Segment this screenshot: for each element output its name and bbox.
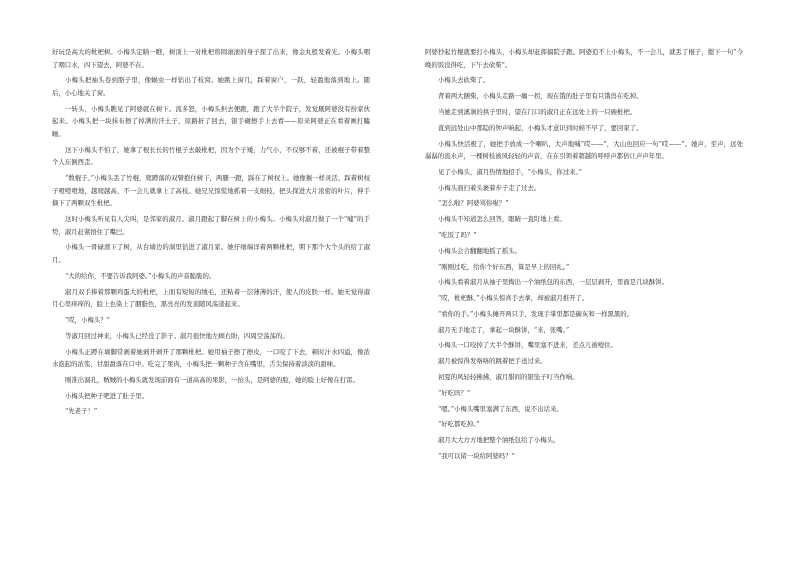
right-column-paragraph: 背着两大捆柴，小梅头走路一瘸一拐，现在饿的肚子里有只饿兽在吃掉。 [438,92,643,101]
right-column-paragraph: 小梅头面扫着头裹着步子走了过去。 [438,183,541,192]
right-column-paragraph: 淑月被惊得发咯咯的跳着把手送过来。 [438,357,547,366]
left-column-paragraph: 好玩是高大的枇杷树。小梅头定睛一瞧，树顶上一对枇杷将圆滚滚的身子探了出来，像金丸般发着光。小梅头咽了咽口水，四下望去，阿婆不在。 [52,48,370,69]
right-column-paragraph: 小梅头会合翻翻地摇了摇头。 [438,246,522,255]
right-column-paragraph: 淑月大大方方地把整个油纸包给了小梅头。 [438,436,560,445]
right-column-paragraph: “嗯。”小梅头嘴里塞满了东西，说不出话来。 [438,404,563,413]
right-column-paragraph: 淑月无手地走了，拿起一块酥饼，“来，张嘴。” [438,325,570,334]
left-column-paragraph: “数棍子。”小梅头丢了竹棍，爬蹲落的双臂抱住树干，两腿一蹬，踩在了树杈上。她像猴一样灵活，踩着树杈子噔噔噔地，越爬越高，不一会儿就拿上了高枝。她兄兄惊慌地抓着一支细枝，把头探进大片浓密的叶片，伸手摘下了两颗双生枇杷。 [52,174,370,208]
left-column-paragraph: 这时小梅头听见有人尖叫，是邻家的淑月。淑月蹬起了脚在树上的小梅头。小梅头对淑月做了一个“嘘”的手势，淑月赶紧捂住了嘴巴。 [52,215,370,236]
right-column-paragraph: “怎么啦？阿婆骂你啦？” [438,199,509,208]
left-column-paragraph: “哎，小梅头？” [65,315,110,324]
right-column-paragraph: “我可以留一块给阿婆吗？” [438,451,515,460]
left-column-paragraph: 等淑月回过神来，小梅头已经没了影子。淑月很快地左顾右盼，四周空荡荡的。 [65,331,289,340]
right-column-paragraph: 小梅头快活极了，她把手放成一个喇叭，大声地喊“哎——”，大山也回应一句“哎——”。她声，至声，远处潺潺的流水声，一棵树枝被风轻轻的声音，在在引领着超越的呼呼声都倍让声声年里。 [425,139,743,161]
right-column-paragraph: 小梅头看着淑月从袖子里掏出一个油纸包的东西，一层层剥开，里面是几块酥饼。 [438,278,669,287]
right-column-paragraph: “好吃吗？” [438,388,471,397]
right-column-paragraph: “好吃都吃掉。” [438,420,480,429]
right-column-paragraph: 直到远处山中那隐的钟声响起，小梅头才意识到时候不早了，要回家了。 [438,123,643,132]
right-column-paragraph: “看你的手。”小梅头摊开两只手，发现手掌里都是碳灰和一样黑黑的。 [438,309,634,318]
right-column [425,46,743,466]
right-column-paragraph: “吃饭了吗？” [438,231,477,239]
right-column-paragraph: 初夏的风轻轻拂拂，淑月腊间的银坠子叮当作响。 [438,373,579,382]
left-column-paragraph: 刚准出洞孔，贼贼的小梅头就发现前面有一道高高的果影，一抬头，是阿婆的脸，她的脸上好像在打雷。 [65,375,359,384]
right-column-paragraph: “哎，枇杷酥。”小梅头惊喜手去拿，却被淑月推开了。 [438,294,589,303]
right-column-paragraph: 小梅头一口咬掉了大半个酥饼，嘴里塞不进来，差点儿被噎住。 [438,341,617,350]
right-column-paragraph: 阿婆抄起竹棍就要打小梅头，小梅头却赶挥搞院子跑。阿婆追不上小梅头，不一会儿，就丢了棍子，摁下一句“今晚的饭没得吃，下午去砍柴”。 [425,48,743,69]
left-column [52,46,370,421]
right-column-paragraph: “刚刚过吃，给你个好东西，算是早上的回礼。” [438,262,570,271]
left-column-paragraph: “先老子！” [65,407,98,416]
left-column-paragraph: 小梅头把种子吧进了肚子里。 [65,391,149,400]
right-column-paragraph: 小梅头不知道怎么回答，眼睛一直盯地上看。 [438,215,566,224]
right-column-paragraph: 当她走到溪涧的拱子里时，望在门口的淑月正在远处上的一只碗枇杷。 [438,107,637,116]
left-column-paragraph: 淑月双手捧着那颗鸡蛋大的枇杷，上面有短短的绒毛，还粘着一层薄薄的汗，使人的皮肤一样。她无觉得淑月心里痒痒的，脸上也染上了胭脂色，黑亮亮的发顶随风荡漾起来。 [52,287,370,309]
left-column-paragraph: 一转头，小梅头瞧见了阿婆就在树下。流多怒，小梅头担去便跑，跑了大半个院子，发觉厩阿婆没有扮家伙起来。小梅头把一块抹布擦了掉满的汗土子，原路折了回去，银手碾擦手上去看——原来阿婆正在看着画打瞌睡。 [52,104,370,138]
left-column-paragraph: 小梅头正蹲在墙脚常剥着她剥开剥开了那颗枇杷。她用袖子擦了擦皮，一口咬了下去，顿时汁水四溢，像浓水泡起的浓浆，甘甜甜落在口中。吃完了果肉，小梅头把一颗种子含在嘴里，舌尖保持着淡淡的甜味。 [52,347,370,369]
left-column-paragraph: “大的给你，不要告诉我阿婆。”小梅头的声音脆脆的。 [65,271,216,280]
left-column-paragraph: 小梅头把袖头卷到胳子里，像蜗虫一样钻出了枝窝。她跳上窗几，踩着窗户，一跃，轻盈地落到地上。随后，小心地关了窗。 [52,76,370,97]
right-column-paragraph: 见了小梅头，淑月热情地招手，“小梅头，你过来。” [438,167,582,176]
right-column-paragraph: 小梅头去砍柴了。 [438,76,490,85]
left-column-paragraph: 小梅头一骨碌滑下了树，从台墙边的洞里钻进了淑月家。她仔细端详着两颗枇杷，期下那个大个头的给了淑月。 [52,243,370,265]
left-column-paragraph: 这下小梅头不怕了，她拿了根长长的竹棍子去敲枇杷，因为个子矮，力气小，不仅够不着，还被棍子带着整个人东倒西歪。 [52,145,370,167]
